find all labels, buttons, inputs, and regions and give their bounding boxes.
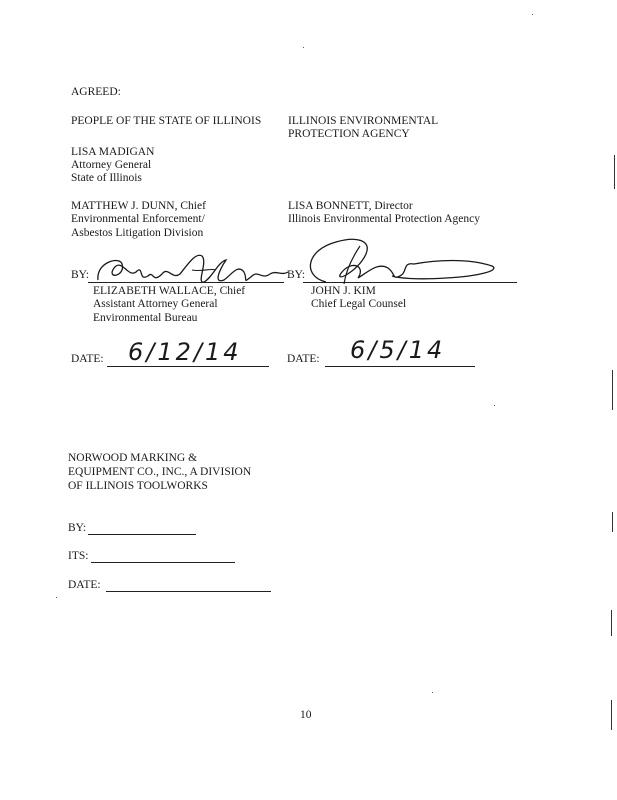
division-line2: Asbestos Litigation Division xyxy=(71,227,204,239)
scan-mark xyxy=(611,700,612,730)
company-date-line xyxy=(106,591,271,592)
attorney-general-state: State of Illinois xyxy=(71,172,142,184)
right-by-label: BY: xyxy=(287,269,306,281)
company-by-line xyxy=(88,534,196,535)
scan-speck xyxy=(432,692,433,693)
left-signer-title1: Assistant Attorney General xyxy=(93,298,218,310)
company-its-line xyxy=(91,562,235,563)
left-date-label: DATE: xyxy=(71,353,104,365)
scan-speck xyxy=(494,405,495,406)
right-party-name-line1: ILLINOIS ENVIRONMENTAL xyxy=(288,115,439,127)
director-title: Illinois Environmental Protection Agency xyxy=(288,213,480,225)
left-party-name: PEOPLE OF THE STATE OF ILLINOIS xyxy=(71,115,262,127)
right-signer-name: JOHN J. KIM xyxy=(311,285,376,297)
scan-mark xyxy=(612,370,613,410)
page-number: 10 xyxy=(300,709,312,721)
scan-speck xyxy=(532,14,533,15)
left-signer-name: ELIZABETH WALLACE, Chief xyxy=(93,285,246,297)
left-by-label: BY: xyxy=(71,269,90,281)
company-by-label: BY: xyxy=(68,522,87,534)
right-signature-image xyxy=(296,232,501,290)
company-name-line3: OF ILLINOIS TOOLWORKS xyxy=(68,480,208,492)
attorney-general-title: Attorney General xyxy=(71,159,152,171)
right-date-handwritten: 6/5/14 xyxy=(350,336,446,364)
scan-mark xyxy=(612,512,613,532)
attorney-general-name: LISA MADIGAN xyxy=(71,146,155,158)
scan-mark xyxy=(614,155,615,189)
director-name: LISA BONNETT, Director xyxy=(288,200,413,212)
scan-speck xyxy=(56,597,57,598)
left-date-line xyxy=(107,366,269,367)
right-date-label: DATE: xyxy=(287,353,320,365)
division-line1: Environmental Enforcement/ xyxy=(71,213,205,225)
company-its-label: ITS: xyxy=(68,550,89,562)
right-date-line xyxy=(325,366,475,367)
right-party-name-line2: PROTECTION AGENCY xyxy=(288,128,410,140)
left-signer-title2: Environmental Bureau xyxy=(93,312,198,324)
company-date-label: DATE: xyxy=(68,579,101,591)
scan-speck xyxy=(303,47,304,48)
left-date-handwritten: 6/12/14 xyxy=(128,338,242,366)
scan-mark xyxy=(611,610,612,636)
division-chief-name: MATTHEW J. DUNN, Chief xyxy=(71,200,206,212)
company-name-line2: EQUIPMENT CO., INC., A DIVISION xyxy=(68,466,252,478)
company-name-line1: NORWOOD MARKING & xyxy=(68,452,198,464)
agreed-heading: AGREED: xyxy=(71,86,121,98)
right-signer-title: Chief Legal Counsel xyxy=(311,298,407,310)
